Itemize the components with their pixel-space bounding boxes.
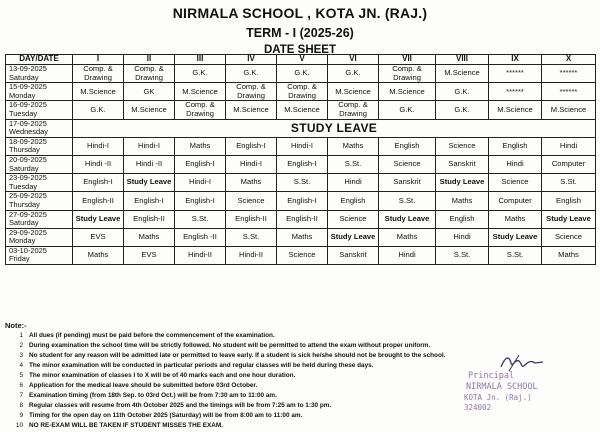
date-cell: [6, 101, 73, 119]
subject-cell: Study Leave: [542, 210, 596, 228]
note-number: 1: [19, 332, 23, 340]
subject-cell: Computer: [542, 155, 596, 173]
subject-cell: Hindi: [436, 228, 489, 246]
subject-cell: English-I: [277, 192, 328, 210]
exam-day: Saturday: [9, 72, 39, 82]
note-text: Application for the medical leave should be submitted before 03rd October.: [29, 382, 258, 390]
table-row: [6, 137, 596, 155]
subject-cell: Comp. & Drawing: [379, 65, 436, 83]
stamp-title: Principal: [468, 371, 515, 381]
subject-cell: English-I: [73, 174, 124, 192]
subject-cell: M.Science: [73, 83, 124, 101]
table-row: [6, 65, 596, 83]
date-cell: [6, 210, 73, 228]
note-text: Timing for the open day on 11th October 2025 (Saturday) will be from 8:00 am to 11:00 am.: [29, 412, 303, 420]
subject-cell: English-I: [226, 137, 277, 155]
subject-cell: GK: [124, 83, 175, 101]
exam-day: Thursday: [9, 145, 40, 155]
exam-date: 25-09-2025: [9, 191, 47, 201]
exam-date: 13-09-2025: [9, 64, 47, 74]
note-text: All dues (if pending) must be paid before the commencement of the examination.: [29, 332, 275, 340]
subject-cell: English: [436, 210, 489, 228]
subject-cell: Sanskrit: [379, 174, 436, 192]
exam-date: 16-09-2025: [9, 100, 47, 110]
subject-cell: ******: [489, 83, 542, 101]
note-text: No student for any reason will be admitted late or permitted to leave early. If a student is sick he/she should not be brought to the school.: [29, 352, 446, 360]
subject-cell: G.K.: [436, 101, 489, 119]
header: [0, 5, 600, 56]
note-text: The minor examination of classes I to X will be of 40 marks each and one hour duration.: [29, 372, 296, 380]
exam-date: 03-10-2025: [9, 246, 47, 255]
note-item: [5, 421, 485, 431]
column-header-class: IV: [226, 55, 277, 65]
subject-cell: English: [542, 192, 596, 210]
subject-cell: Hindi-II: [175, 246, 226, 264]
subject-cell: Hindi -II: [124, 155, 175, 173]
table-row: [6, 155, 596, 173]
subject-cell: Hindi-I: [175, 174, 226, 192]
exam-date: 23-09-2025: [9, 173, 47, 183]
date-cell: [6, 246, 73, 264]
note-text: Regular classes will resume from 4th October 2025 and the timings will be from 7:25 am to 1:30 pm.: [29, 402, 332, 410]
subject-cell: S.St.: [436, 246, 489, 264]
subject-cell: English: [328, 192, 379, 210]
table-row: [6, 119, 596, 137]
subject-cell: G.K.: [277, 65, 328, 83]
subject-cell: Computer: [489, 192, 542, 210]
table-row: [6, 246, 596, 264]
study-leave-banner: STUDY LEAVE: [73, 119, 596, 137]
note-item: [5, 391, 485, 401]
note-item: [5, 401, 485, 411]
subject-cell: EVS: [73, 228, 124, 246]
subject-cell: Hindi-I: [226, 155, 277, 173]
column-header-class: VIII: [436, 55, 489, 65]
stamp-school: NIRMALA SCHOOL: [466, 382, 538, 392]
subject-cell: EVS: [124, 246, 175, 264]
subject-cell: G.K.: [73, 101, 124, 119]
note-number: 5: [19, 372, 23, 380]
subject-cell: M.Science: [226, 101, 277, 119]
exam-date: 27-09-2025: [9, 210, 47, 219]
subject-cell: Hindi: [379, 246, 436, 264]
subject-cell: English-I: [175, 192, 226, 210]
table-row: [6, 83, 596, 101]
column-header-class: VI: [328, 55, 379, 65]
subject-cell: Hindi: [328, 174, 379, 192]
subject-cell: ******: [489, 65, 542, 83]
subject-cell: English: [379, 137, 436, 155]
note-item: [5, 341, 485, 351]
stamp-address: KOTA Jn. (Raj.) 324002: [464, 393, 532, 412]
subject-cell: Maths: [379, 228, 436, 246]
subject-cell: Study Leave: [73, 210, 124, 228]
date-sheet-table: [5, 54, 596, 265]
date-cell: [6, 119, 73, 137]
column-header-class: VII: [379, 55, 436, 65]
subject-cell: Science: [379, 155, 436, 173]
subject-cell: ******: [542, 65, 596, 83]
subject-cell: English-I: [175, 155, 226, 173]
subject-cell: M.Science: [489, 101, 542, 119]
note-text: The minor examination will be conducted in particular periods and regular classes will be held during these days.: [29, 362, 374, 370]
subject-cell: Maths: [328, 137, 379, 155]
notes-heading: Note:-: [5, 321, 27, 330]
exam-day: Tuesday: [9, 108, 38, 118]
subject-cell: English -II: [175, 228, 226, 246]
date-cell: [6, 155, 73, 173]
note-number: 10: [15, 422, 23, 430]
column-header-class: II: [124, 55, 175, 65]
subject-cell: Comp. & Drawing: [175, 101, 226, 119]
note-item: [5, 371, 485, 381]
subject-cell: Hindi-I: [277, 137, 328, 155]
table-row: [6, 101, 596, 119]
note-text: During examination the school time will be strictly followed. No student will be permitted to attend the exam without proper uniform.: [29, 342, 431, 350]
table-row: [6, 210, 596, 228]
subject-cell: G.K.: [379, 101, 436, 119]
subject-cell: Comp. & Drawing: [277, 83, 328, 101]
exam-date: 15-09-2025: [9, 82, 47, 92]
subject-cell: Maths: [175, 137, 226, 155]
notes-list: [5, 331, 485, 431]
subject-cell: English: [489, 137, 542, 155]
subject-cell: G.K.: [226, 65, 277, 83]
exam-day: Tuesday: [9, 181, 38, 191]
subject-cell: Study Leave: [436, 174, 489, 192]
note-number: 4: [19, 362, 23, 370]
date-cell: [6, 65, 73, 83]
subject-cell: English-II: [226, 210, 277, 228]
subject-cell: Maths: [542, 246, 596, 264]
column-header-class: X: [542, 55, 596, 65]
subject-cell: Hindi-II: [226, 246, 277, 264]
exam-day: Friday: [9, 254, 30, 264]
subject-cell: S.St.: [226, 228, 277, 246]
subject-cell: Study Leave: [124, 174, 175, 192]
column-header-daydate: DAY/DATE: [6, 55, 73, 65]
table-header-row: [6, 55, 596, 65]
subject-cell: S.St.: [379, 192, 436, 210]
exam-date: 29-09-2025: [9, 228, 47, 237]
note-number: 2: [19, 342, 23, 350]
note-number: 9: [19, 412, 23, 420]
exam-date: 18-09-2025: [9, 137, 47, 146]
subject-cell: S.St.: [277, 174, 328, 192]
subject-cell: S.St.: [542, 174, 596, 192]
subject-cell: Comp. & Drawing: [328, 101, 379, 119]
subject-cell: Maths: [436, 192, 489, 210]
subject-cell: M.Science: [175, 83, 226, 101]
subject-cell: M.Science: [436, 65, 489, 83]
date-cell: [6, 174, 73, 192]
subject-cell: G.K.: [328, 65, 379, 83]
exam-day: Wednesday: [9, 127, 48, 137]
subject-cell: Science: [436, 137, 489, 155]
subject-cell: Maths: [489, 210, 542, 228]
exam-day: Saturday: [9, 218, 39, 228]
column-header-class: I: [73, 55, 124, 65]
subject-cell: Maths: [124, 228, 175, 246]
note-text: Examination timing (from 18th Sep. to 03rd Oct.) will be from 7:30 am to 11:00 am.: [29, 392, 277, 400]
column-header-class: III: [175, 55, 226, 65]
subject-cell: Study Leave: [489, 228, 542, 246]
note-item: [5, 361, 485, 371]
table-row: [6, 174, 596, 192]
subject-cell: Maths: [73, 246, 124, 264]
subject-cell: Comp. & Drawing: [124, 65, 175, 83]
subject-cell: English-II: [277, 210, 328, 228]
subject-cell: Comp. & Drawing: [73, 65, 124, 83]
date-sheet-title: DATE SHEET: [264, 44, 336, 56]
subject-cell: Hindi-I: [124, 137, 175, 155]
note-item: [5, 411, 485, 421]
subject-cell: Comp. & Drawing: [226, 83, 277, 101]
subject-cell: Science: [226, 192, 277, 210]
term-title: TERM - I (2025-26): [246, 26, 354, 40]
subject-cell: Science: [277, 246, 328, 264]
subject-cell: Sanskrit: [436, 155, 489, 173]
notes-section: [5, 321, 485, 432]
subject-cell: S.St.: [489, 246, 542, 264]
table-row: [6, 192, 596, 210]
subject-cell: ******: [542, 83, 596, 101]
note-item: [5, 351, 485, 361]
note-item: [5, 331, 485, 341]
note-number: 7: [19, 392, 23, 400]
subject-cell: English-I: [277, 155, 328, 173]
subject-cell: English-I: [124, 192, 175, 210]
exam-day: Monday: [9, 236, 36, 246]
note-number: 3: [19, 352, 23, 360]
subject-cell: S.St.: [328, 155, 379, 173]
table-row: [6, 228, 596, 246]
note-number: 8: [19, 402, 23, 410]
exam-day: Thursday: [9, 199, 40, 209]
subject-cell: S.St.: [175, 210, 226, 228]
exam-date: 17-09-2025: [9, 119, 47, 128]
subject-cell: G.K.: [175, 65, 226, 83]
date-cell: [6, 137, 73, 155]
subject-cell: Science: [542, 228, 596, 246]
subject-cell: G.K.: [436, 83, 489, 101]
exam-date: 20-09-2025: [9, 155, 47, 165]
subject-cell: Hindi-I: [73, 137, 124, 155]
subject-cell: M.Science: [379, 83, 436, 101]
subject-cell: Maths: [226, 174, 277, 192]
subject-cell: M.Science: [328, 83, 379, 101]
note-text: NO RE-EXAM WILL BE TAKEN IF STUDENT MISSES THE EXAM.: [29, 422, 223, 430]
subject-cell: Sanskrit: [328, 246, 379, 264]
subject-cell: Maths: [277, 228, 328, 246]
date-cell: [6, 192, 73, 210]
exam-day: Saturday: [9, 163, 39, 173]
subject-cell: English-II: [73, 192, 124, 210]
column-header-class: IX: [489, 55, 542, 65]
subject-cell: English-II: [124, 210, 175, 228]
subject-cell: Study Leave: [379, 210, 436, 228]
subject-cell: M.Science: [124, 101, 175, 119]
subject-cell: Hindi: [489, 155, 542, 173]
subject-cell: M.Science: [542, 101, 596, 119]
note-number: 6: [19, 382, 23, 390]
note-item: [5, 381, 485, 391]
subject-cell: M.Science: [277, 101, 328, 119]
column-header-class: V: [277, 55, 328, 65]
subject-cell: Science: [328, 210, 379, 228]
subject-cell: Hindi: [542, 137, 596, 155]
subject-cell: Study Leave: [328, 228, 379, 246]
date-cell: [6, 83, 73, 101]
subject-cell: Science: [489, 174, 542, 192]
exam-day: Monday: [9, 90, 36, 100]
school-name: NIRMALA SCHOOL , KOTA JN. (RAJ.): [172, 5, 428, 21]
subject-cell: Hindi -II: [73, 155, 124, 173]
date-cell: [6, 228, 73, 246]
